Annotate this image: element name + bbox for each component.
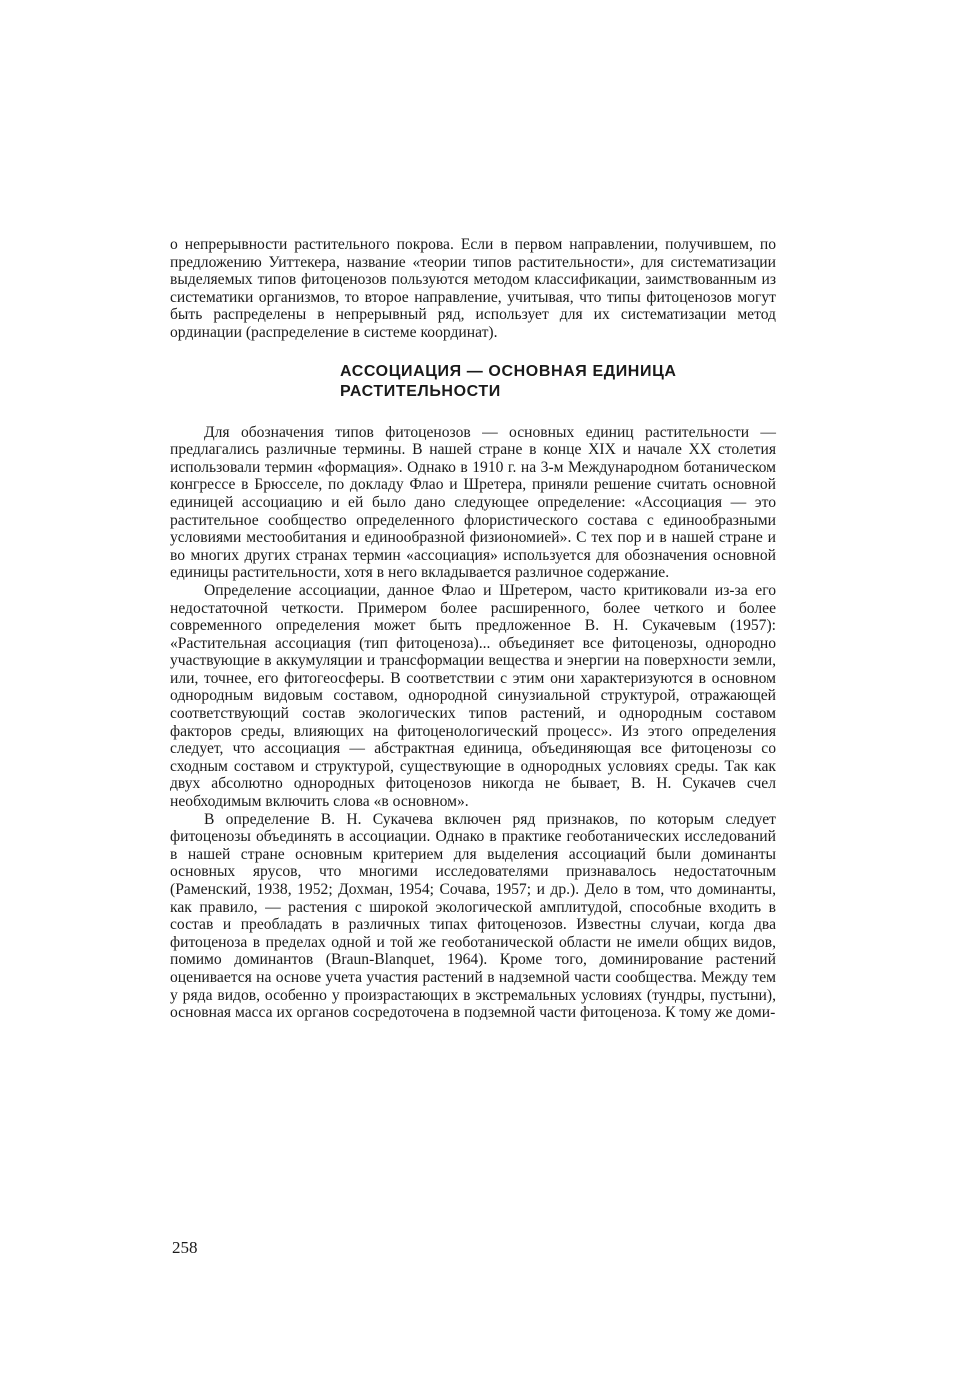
- page-number: 258: [172, 1238, 198, 1257]
- section-heading: [170, 362, 776, 402]
- body-paragraph-2: Определение ассоциации, данное Флао и Шретером, часто критиковали из-за его недостаточной четкости. Примером более расширенного, более четкого и более современного определения может быть предложенное В. Н. Сукачевым (1957): «Растительная ассоциация (тип фитоценоза)... объединяет все фитоценозы, однородно участвующие в аккумуляции и трансформации вещества и энергии на поверхности земли, или, точнее, его фитогеосферы. В соответствии с этим они характеризуются в основном однородным видовым составом, однородной синузиальной структурой, отражающей соответствующий состав экологических типов растений, и однородным составом факторов среды, влияющих на фитоценологический процесс». Из этого определения следует, что ассоциация — абстрактная единица, объединяющая все фитоценозы со сходным составом и структурой, существующие в однородных условиях среды. Так как двух абсолютно однородных фитоценозов никогда не бывает, В. Н. Сукачев счел необходимым включить слова «в основном».: [170, 581, 776, 811]
- intro-paragraph: о непрерывности растительного покрова. Если в первом направлении, получившем, по предложению Уиттекера, название «теории типов растительности», для систематизации выделяемых типов фитоценозов пользуются методом классификации, заимствованным из систематики организмов, то второе направление, учитывая, что типы фитоценозов могут быть распределены в непрерывный ряд, использует для их систематизации метод ординации (распределение в системе координат).: [170, 236, 776, 341]
- section-heading-line-2: РАСТИТЕЛЬНОСТИ: [340, 382, 501, 400]
- section-heading-line-1: АССОЦИАЦИЯ — ОСНОВНАЯ ЕДИНИЦА: [340, 362, 677, 380]
- body-paragraph-3: В определение В. Н. Сукачева включен ряд признаков, по которым следует фитоценозы объединять в ассоциации. Однако в практике геоботанических исследований в нашей стране основным критерием для выделения ассоциаций были доминанты основных ярусов, что многими исследователями признавалось недостаточным (Раменский, 1938, 1952; Дохман, 1954; Сочава, 1957; и др.). Дело в том, что доминанты, как правило, — растения с широкой экологической амплитудой, способные входить в состав и преобладать в различных типах фитоценозов. Известны случаи, когда два фитоценоза в пределах одной и той же геоботанической области не имели общих видов, помимо доминантов (Braun-Blanquet, 1964). Кроме того, доминирование растений оценивается на основе учета участия растений в надземной части сообщества. Между тем у ряда видов, особенно у произрастающих в экстремальных условиях (тундры, пустыни), основная масса их органов сосредоточена в подземной части фитоценоза. К тому же доми-: [170, 810, 776, 1022]
- page-body: [170, 236, 776, 1022]
- body-paragraph-1: Для обозначения типов фитоценозов — основных единиц растительности — предлагались различные термины. В нашей стране в конце XIX и начале XX столетия использовали термин «формация». Однако в 1910 г. на 3-м Международном ботаническом конгрессе в Брюсселе, по докладу Флао и Шретера, приняли решение считать основной единицей ассоциацию и ей было дано следующее определение: «Ассоциация — это растительное сообщество определенного флористического состава с единообразными условиями местообитания и единообразной физиономией». С тех пор и в нашей стране и во многих других странах термин «ассоциация» используется для обозначения основной единицы растительности, хотя в него вкладывается различное содержание.: [170, 423, 776, 582]
